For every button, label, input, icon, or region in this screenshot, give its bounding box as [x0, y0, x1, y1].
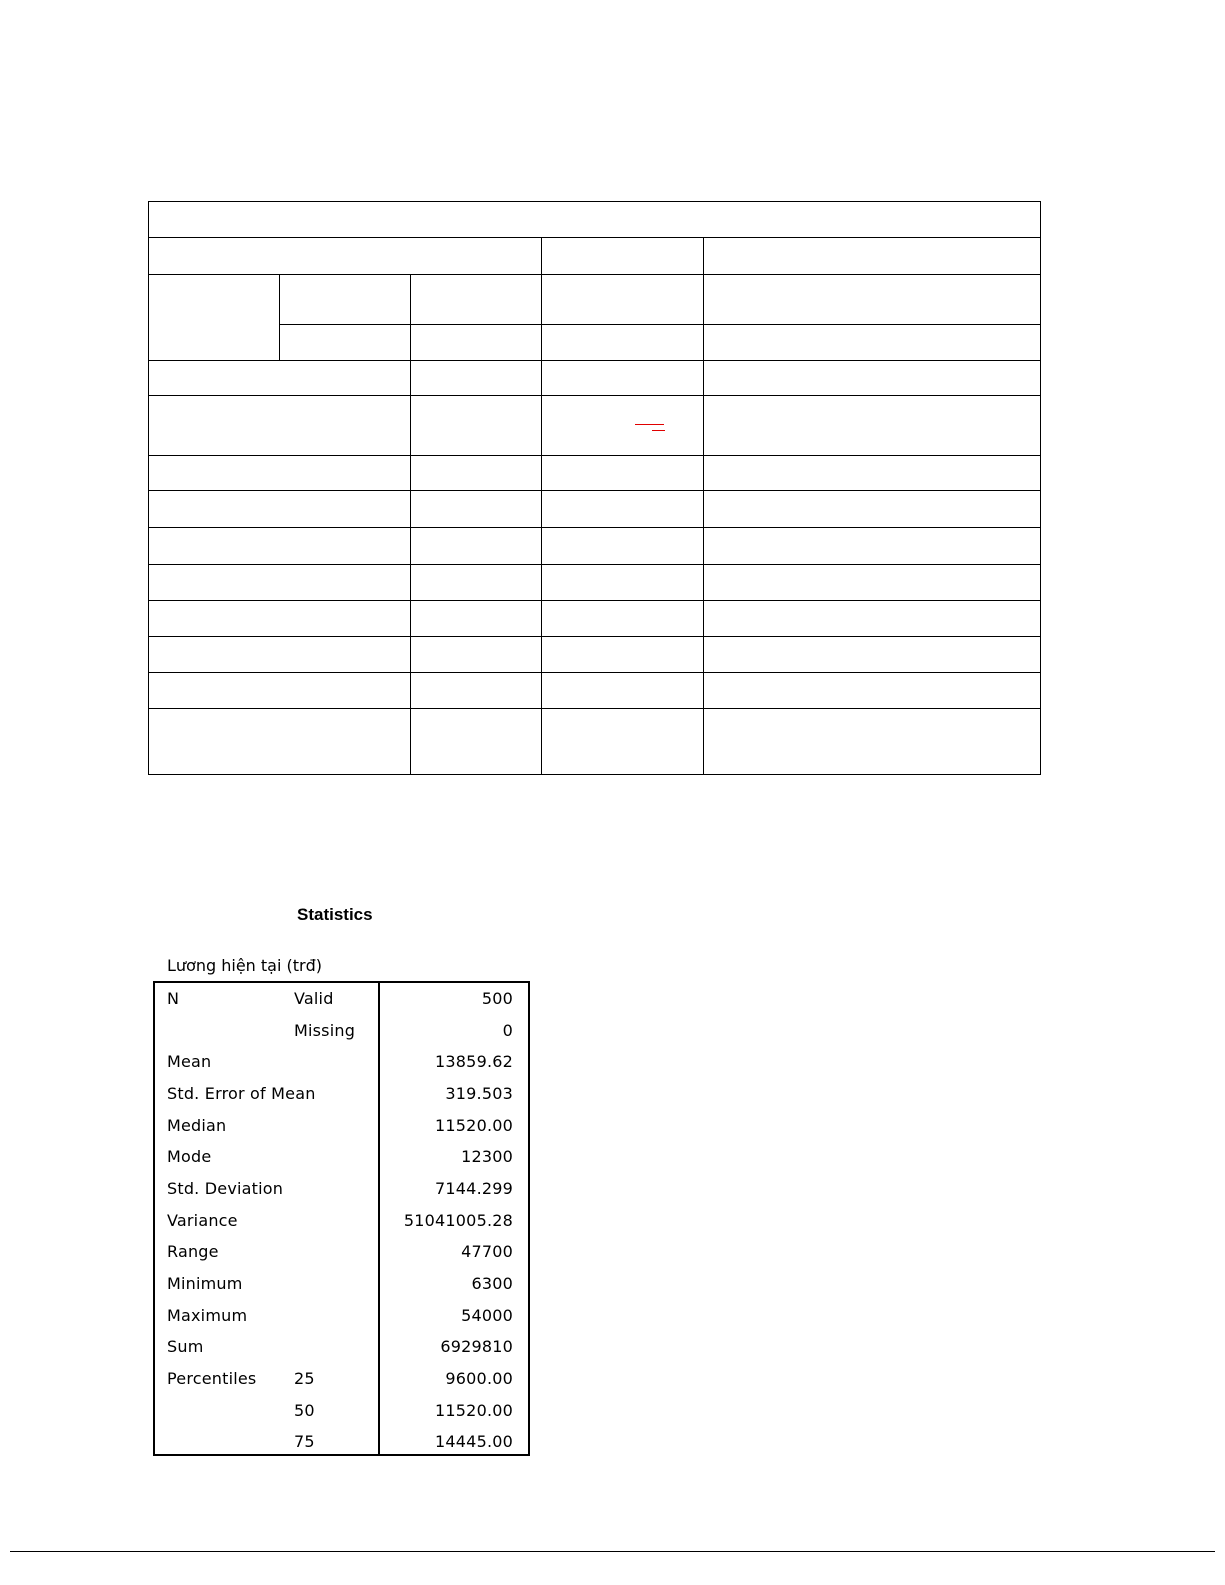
red-underline-mark: [635, 424, 664, 425]
row-value: 12300: [461, 1147, 513, 1166]
row-label: Minimum: [167, 1274, 243, 1293]
table-row: [155, 1426, 528, 1457]
row-value: 9600.00: [445, 1369, 513, 1388]
grid-row: [149, 673, 1041, 709]
row-sublabel: 75: [294, 1432, 315, 1451]
grid-row: [149, 709, 1041, 775]
grid-row: [149, 456, 1041, 491]
grid-cell: [149, 673, 411, 709]
grid-cell: [411, 325, 542, 361]
grid-cell: [542, 275, 704, 325]
grid-cell: [411, 709, 542, 775]
grid-cell: [411, 491, 542, 528]
row-label: Mean: [167, 1052, 212, 1071]
grid-cell: [704, 565, 1041, 601]
grid-cell: [411, 396, 542, 456]
row-label: Median: [167, 1116, 227, 1135]
row-label: Std. Error of Mean: [167, 1084, 316, 1103]
grid-cell: [411, 456, 542, 491]
row-value: 47700: [461, 1242, 513, 1261]
grid-header-row: [149, 238, 1041, 275]
row-value: 14445.00: [435, 1432, 513, 1451]
grid-cell: [704, 601, 1041, 637]
row-value: 319.503: [445, 1084, 513, 1103]
grid-row: [149, 275, 1041, 325]
empty-grid-table: [148, 201, 1041, 775]
row-label: Mode: [167, 1147, 212, 1166]
table-row: [155, 983, 528, 1014]
grid-cell: [149, 601, 411, 637]
grid-cell: [704, 491, 1041, 528]
row-value: 6300: [471, 1274, 513, 1293]
grid-cell: [542, 601, 704, 637]
grid-cell: [704, 673, 1041, 709]
row-label: Range: [167, 1242, 219, 1261]
table-row: [155, 1331, 528, 1362]
row-label: Percentiles: [167, 1369, 257, 1388]
grid-cell: [149, 238, 542, 275]
grid-cell-with-mark: [542, 396, 704, 456]
row-sublabel: 25: [294, 1369, 315, 1388]
grid-cell: [542, 528, 704, 565]
red-underline-mark: [652, 430, 665, 431]
table-row: [155, 1395, 528, 1426]
grid-row: [149, 361, 1041, 396]
page-bottom-rule: [10, 1551, 1215, 1552]
grid-cell: [280, 325, 411, 361]
table-row: [155, 1110, 528, 1141]
grid-cell: [542, 238, 704, 275]
grid-cell: [149, 396, 411, 456]
statistics-table: [153, 981, 530, 1456]
grid-cell: [542, 565, 704, 601]
row-sublabel: Valid: [294, 989, 334, 1008]
grid-cell: [149, 456, 411, 491]
grid-cell: [704, 396, 1041, 456]
table-row: [155, 1078, 528, 1109]
grid-row: [149, 565, 1041, 601]
row-sublabel: Missing: [294, 1021, 356, 1040]
grid-cell: [411, 673, 542, 709]
grid-cell: [704, 361, 1041, 396]
grid-row: [149, 528, 1041, 565]
grid-cell: [411, 275, 542, 325]
grid-cell: [411, 528, 542, 565]
row-value: 6929810: [440, 1337, 513, 1356]
grid-cell: [149, 275, 280, 361]
statistics-variable-label: Lương hiện tại (trđ): [167, 956, 322, 975]
grid-cell: [704, 275, 1041, 325]
grid-row: [149, 601, 1041, 637]
row-value: 500: [481, 989, 513, 1008]
table-row: [155, 1300, 528, 1331]
table-row: [155, 1141, 528, 1172]
grid-row: [149, 637, 1041, 673]
grid-title-row: [149, 202, 1041, 238]
grid-cell: [411, 361, 542, 396]
row-value: 0: [502, 1021, 513, 1040]
grid-row: [149, 396, 1041, 456]
grid-cell: [149, 202, 1041, 238]
row-sublabel: 50: [294, 1401, 315, 1420]
statistics-title: Statistics: [297, 905, 373, 924]
table-row: [155, 1236, 528, 1267]
grid-cell: [704, 709, 1041, 775]
grid-cell: [704, 528, 1041, 565]
grid-cell: [149, 565, 411, 601]
grid-cell: [542, 673, 704, 709]
table-row: [155, 1363, 528, 1394]
grid-cell: [411, 601, 542, 637]
grid-row: [149, 325, 1041, 361]
row-label: N: [167, 989, 180, 1008]
grid-cell: [411, 565, 542, 601]
grid-cell: [704, 456, 1041, 491]
row-value: 13859.62: [435, 1052, 513, 1071]
grid-cell: [704, 325, 1041, 361]
table-row: [155, 1173, 528, 1204]
grid-cell: [542, 491, 704, 528]
row-value: 7144.299: [435, 1179, 513, 1198]
table-row: [155, 1015, 528, 1046]
grid-cell: [149, 709, 411, 775]
grid-row: [149, 491, 1041, 528]
table-row: [155, 1046, 528, 1077]
grid-cell: [149, 637, 411, 673]
grid-cell: [704, 238, 1041, 275]
row-value: 51041005.28: [403, 1211, 513, 1230]
grid-cell: [542, 361, 704, 396]
row-label: Sum: [167, 1337, 204, 1356]
grid-cell: [704, 637, 1041, 673]
table-row: [155, 1205, 528, 1236]
grid-cell: [280, 275, 411, 325]
row-label: Variance: [167, 1211, 238, 1230]
grid-cell: [411, 637, 542, 673]
grid-cell: [149, 491, 411, 528]
row-value: 54000: [461, 1306, 513, 1325]
grid-cell: [542, 709, 704, 775]
row-value: 11520.00: [435, 1401, 513, 1420]
grid-cell: [542, 325, 704, 361]
row-label: Maximum: [167, 1306, 248, 1325]
grid-cell: [149, 528, 411, 565]
grid-cell: [149, 361, 411, 396]
grid-cell: [542, 637, 704, 673]
row-label: Std. Deviation: [167, 1179, 284, 1198]
row-value: 11520.00: [435, 1116, 513, 1135]
grid-cell: [542, 456, 704, 491]
table-row: [155, 1268, 528, 1299]
